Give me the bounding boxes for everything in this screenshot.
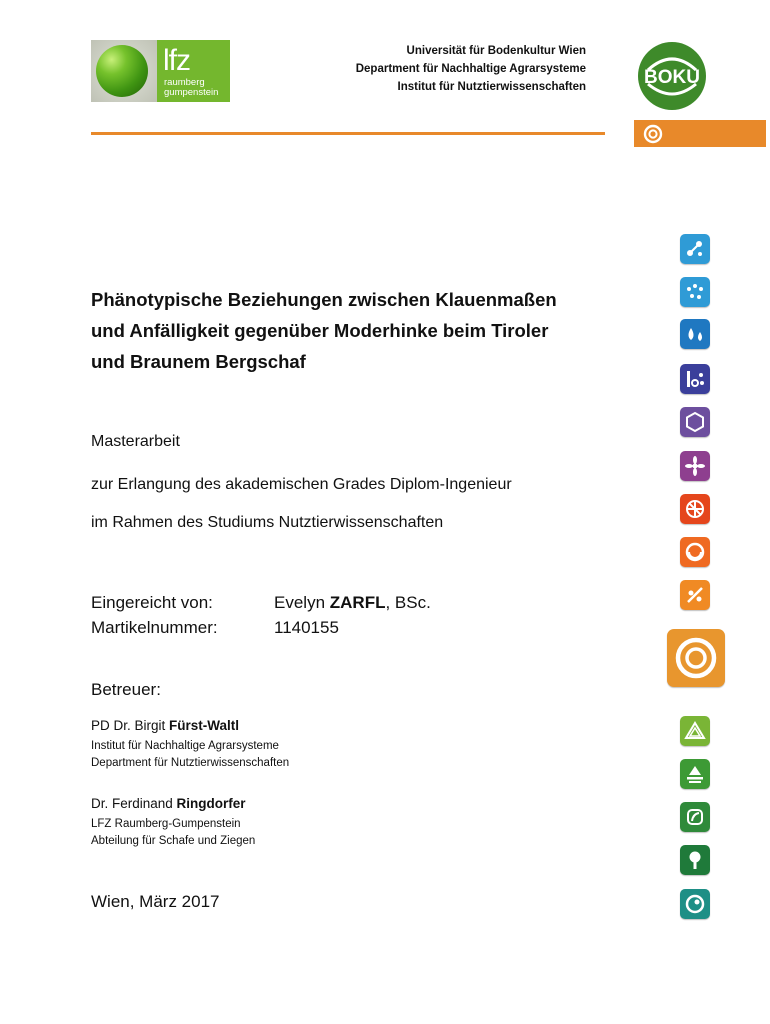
lfz-logo (91, 40, 230, 102)
matrikel-number: 1140155 (274, 618, 339, 637)
study-line: im Rahmen des Studiums Nutztierwissenschaften (91, 514, 444, 531)
matrikel-label: Martikelnummer: (91, 618, 218, 637)
supervisor-name: Dr. Ferdinand Ringdorfer (91, 796, 246, 811)
ring-large-icon (667, 629, 725, 687)
flower-icon (680, 451, 710, 481)
lab-icon (680, 364, 710, 394)
degree-line: zur Erlangung des akademischen Grades Diplom-Ingenieur (91, 476, 512, 493)
wheel-icon (680, 494, 710, 524)
supervisor-name: PD Dr. Birgit Fürst-Waltl (91, 718, 240, 733)
leaf-icon (680, 580, 710, 610)
lfz-logo-photo (91, 40, 157, 102)
ring-icon (642, 123, 664, 145)
tree-round-icon (680, 845, 710, 875)
triangle-icon (680, 716, 710, 746)
dots-icon (680, 277, 710, 307)
square-leaf-icon (680, 802, 710, 832)
thesis-title (91, 284, 611, 377)
supervisor-affiliation: Abteilung für Schafe und Ziegen (91, 835, 256, 847)
lfz-logo-panel (157, 40, 230, 102)
supervisor-affiliation: Institut für Nachhaltige Agrarsysteme (91, 740, 279, 752)
orange-tab (634, 120, 766, 147)
boku-logo (636, 40, 708, 117)
ring-icon (680, 537, 710, 567)
lfz-logo-subtext: raumberg gumpenstein (164, 77, 219, 98)
university-name: Universität für Bodenkultur Wien (406, 45, 586, 57)
lfz-logo-text: lfz (163, 44, 190, 77)
place-date: Wien, März 2017 (91, 892, 220, 911)
submitted-by-label: Eingereicht von: (91, 593, 213, 612)
title-line: und Braunem Bergschaf (91, 351, 306, 372)
author-name: Evelyn ZARFL, BSc. (274, 593, 431, 612)
supervisor-affiliation: Department für Nutztierwissenschaften (91, 757, 290, 769)
department-name: Department für Nachhaltige Agrarsysteme (355, 63, 586, 75)
supervisors-heading: Betreuer: (91, 680, 161, 699)
tree-icon (680, 759, 710, 789)
boku-logo-text: BOKU (644, 67, 700, 88)
molecule-icon (680, 234, 710, 264)
header-divider (91, 132, 605, 135)
title-line: und Anfälligkeit gegenüber Moderhinke beim Tiroler (91, 320, 549, 341)
supervisor-affiliation: LFZ Raumberg-Gumpenstein (91, 818, 241, 830)
hexagon-icon (680, 407, 710, 437)
thesis-type: Masterarbeit (91, 433, 180, 450)
institute-name: Institut für Nutztierwissenschaften (397, 81, 586, 93)
title-line: Phänotypische Beziehungen zwischen Klauenmaßen (91, 289, 557, 310)
eye-icon (680, 889, 710, 919)
drops-icon (680, 319, 710, 349)
